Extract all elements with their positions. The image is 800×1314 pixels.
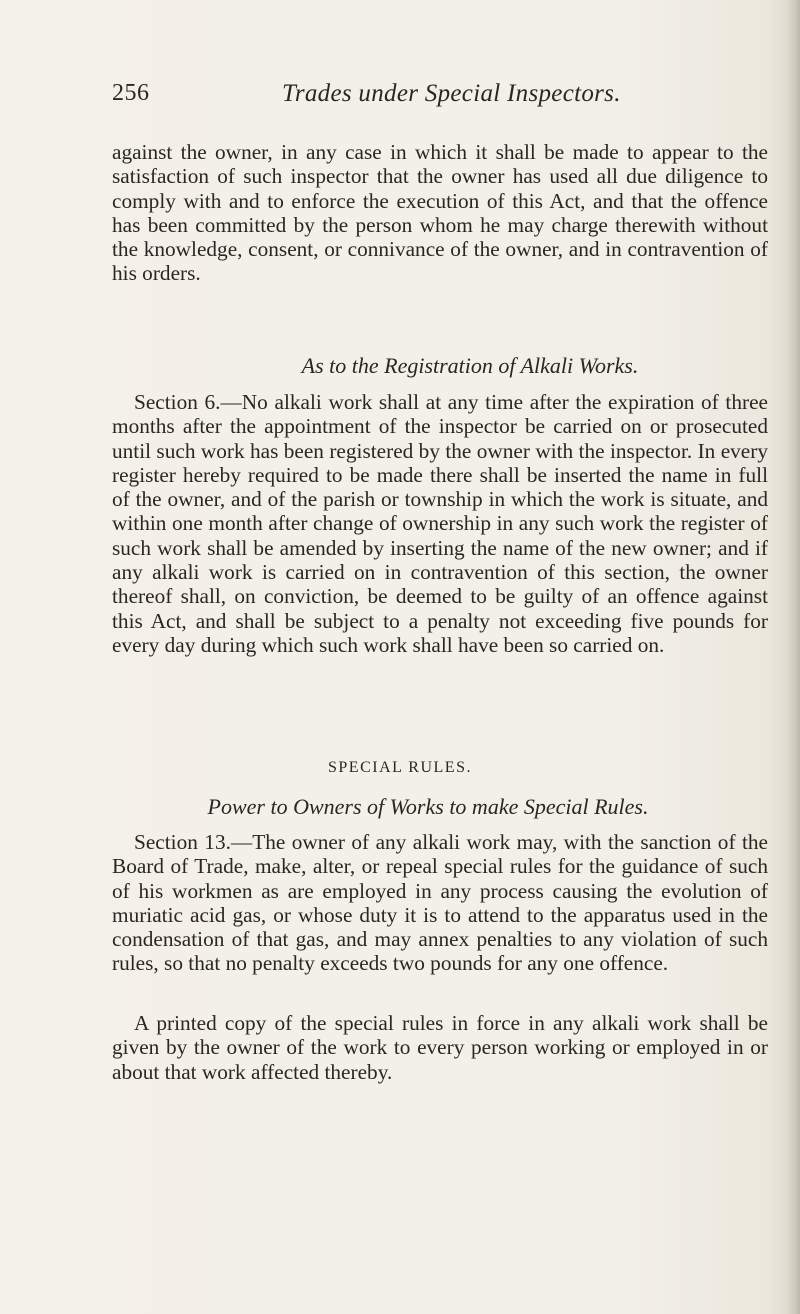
page-header <box>112 80 672 114</box>
running-title: Trades under Special Inspectors. <box>282 80 621 107</box>
section-heading-registration: As to the Registration of Alkali Works. <box>301 353 639 378</box>
paragraph-printed-copy <box>112 1011 768 1084</box>
paragraph-text: Section 13.—The owner of any alkali work may, with the sanction of the Board of Trade, make, alter, or repeal special rules for the guidance of such of his workmen as are employed in any process causing the evolution of muriatic acid gas, or whose duty it is to attend to the apparatus used in the condensation of that gas, and may annex penalties to any violation of such rules, so that no penalty exceeds two pounds for any one offence. <box>112 830 768 976</box>
paragraph-section-13 <box>112 830 768 976</box>
paragraph-continuation <box>112 140 768 286</box>
paragraph-text: against the owner, in any case in which it shall be made to appear to the satisfaction of such inspector that the owner has used all due diligence to comply with and to enforce the execution of this Act, and that the offence has been committed by the person whom he may charge therewith without the knowledge, consent, or connivance of the owner, and in contravention of his orders. <box>112 140 768 286</box>
page-number: 256 <box>112 80 150 106</box>
special-rules-heading: SPECIAL RULES. <box>328 759 472 776</box>
section-heading-power-to-owners: Power to Owners of Works to make Special Rules. <box>207 794 649 819</box>
paragraph-section-6 <box>112 390 768 657</box>
page-edge-shadow <box>786 0 800 1314</box>
paragraph-text: Section 6.—No alkali work shall at any time after the expiration of three months after the appointment of the inspector be carried on or prosecuted until such work has been registered by the owner with the inspector. In every register hereby required to be made there shall be inserted the name in full of the owner, and of the parish or township in which the work is situate, and within one month after change of ownership in any such work the register of such work shall be amended by inserting the name of the new owner; and if any alkali work is carried on in contravention of this section, the owner thereof shall, on conviction, be deemed to be guilty of an offence against this Act, and shall be subject to a penalty not exceeding five pounds for every day during which such work shall have been so carried on. <box>112 390 768 657</box>
paragraph-text: A printed copy of the special rules in force in any alkali work shall be given by the owner of the work to every person working or employed in or about that work affected thereby. <box>112 1011 768 1084</box>
